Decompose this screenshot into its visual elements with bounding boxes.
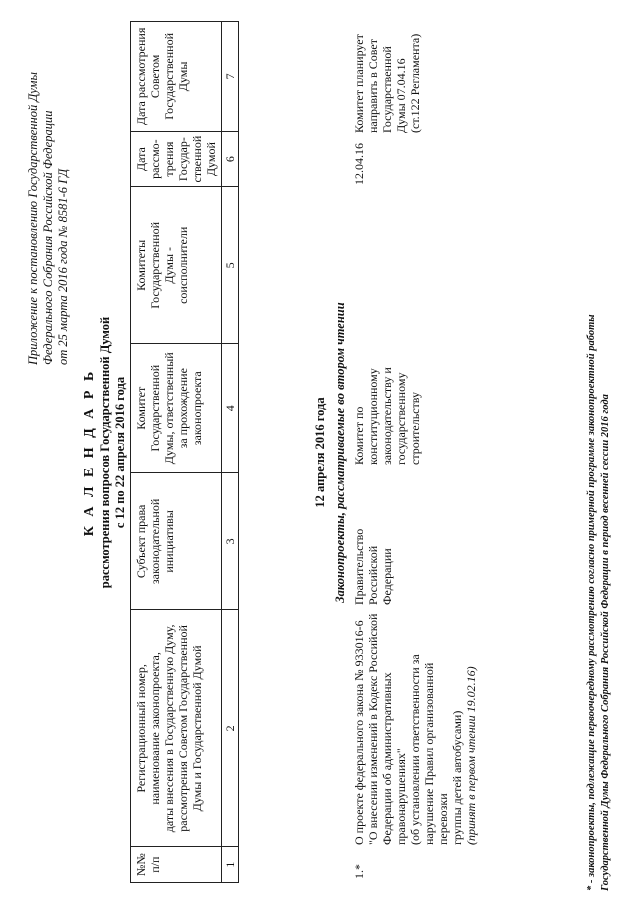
approval-line: от 25 марта 2016 года № 8581-6 ГД: [56, 168, 70, 365]
row-number: 1.*: [352, 864, 366, 879]
council-date: Комитет планирует направить в Совет Государственной Думы 07.04.16 (ст.122 Регламента): [352, 33, 422, 133]
table-header-row: [131, 22, 222, 883]
approval-line: Федерального Собрания Российской Федерации: [41, 110, 55, 365]
header-co-committees: Комитеты Государственной Думы - соисполнители: [131, 187, 222, 344]
column-number: 5: [222, 187, 239, 344]
title-subtitle: рассмотрения вопросов Государственной Думой: [98, 316, 112, 589]
header-duma-date: Дата рассмо- трения Государ- ственной Думой: [131, 131, 222, 187]
responsible-committee: Комитет по конституционному законодательству и государственному строительству: [352, 367, 422, 465]
initiative-subject: Правительство Российской Федерации: [352, 528, 394, 605]
bill-title: О проекте федерального закона № 933016-6 "О внесении изменений в Кодекс Российской Федерации об административных правонарушениях" (об установлении ответственности за нарушение Правил организованной перевозки группы детей автобусами) (принят в первом чтении 19.02.16): [352, 613, 478, 845]
footnote: * - законопроекты, подлежащие первоочередному рассмотрению согласно примерной программе законопроектной работы Государственной Думы Федерального Собрания Российской Федерации в период весенней сессии 2016 года: [586, 314, 611, 891]
adopted-note: (принят в первом чтении 19.02.16): [464, 666, 478, 845]
calendar-table: [130, 21, 239, 883]
column-number: 6: [222, 131, 239, 187]
header-bill-info: Регистрационный номер, наименование законопроекта, даты внесения в Государственную Думу, рассмотрения Советом Государственной Думы и Государственной Думой: [131, 610, 222, 847]
header-council-date: Дата рассмотрения Советом Государственной Думы: [131, 22, 222, 132]
column-number: 3: [222, 473, 239, 610]
duma-date: 12.04.16: [352, 143, 366, 185]
column-number: 1: [222, 847, 239, 883]
column-number-row: [222, 22, 239, 883]
document-title: [82, 0, 128, 905]
column-number: 2: [222, 610, 239, 847]
title-period: с 12 по 22 апреля 2016 года: [113, 376, 127, 529]
approval-line: Приложение к постановлению Государственной Думы: [26, 72, 40, 365]
header-subject: Субъект права законодательной инициативы: [131, 473, 222, 610]
header-number: №№ п/п: [131, 847, 222, 883]
approval-note: [26, 35, 71, 365]
column-number: 4: [222, 344, 239, 473]
section-heading: Законопроекты, рассматриваемые во втором чтении: [333, 302, 347, 603]
column-number: 7: [222, 22, 239, 132]
date-heading: 12 апреля 2016 года: [313, 397, 327, 508]
title-main: К А Л Е Н Д А Р Ь: [82, 368, 97, 537]
header-responsible-committee: Комитет Государственной Думы, ответственный за прохождение законопроекта: [131, 344, 222, 473]
